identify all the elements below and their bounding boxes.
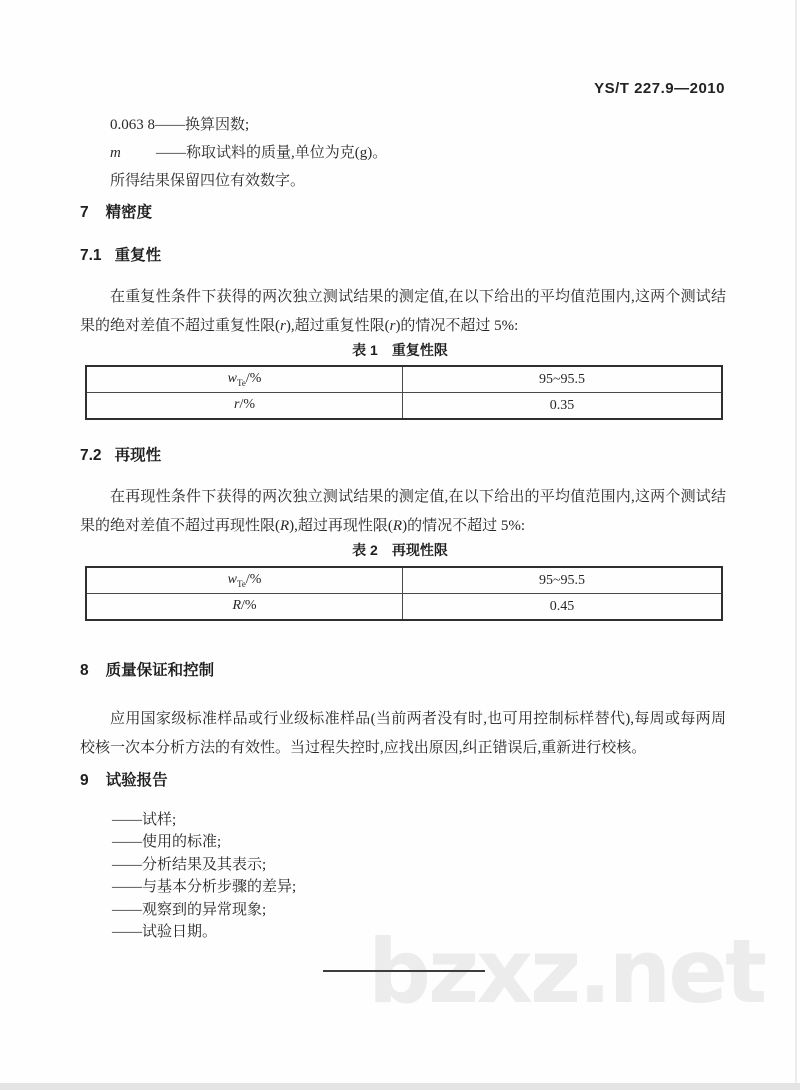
section-9-title: 试验报告 — [105, 772, 168, 789]
section-7-1-title: 重复性 — [114, 247, 162, 264]
list-item: ——试验日期。 — [112, 924, 218, 941]
subscript-te: Te — [236, 377, 246, 388]
list-item: ——试样; — [112, 812, 177, 828]
section-8-title: 质量保证和控制 — [105, 662, 215, 679]
mass-symbol: m — [110, 145, 121, 161]
symbol-w: w — [227, 572, 237, 588]
param-cell — [86, 366, 403, 393]
end-of-document-divider — [323, 970, 485, 972]
table-row — [86, 366, 722, 393]
table-1-caption — [0, 340, 800, 360]
scan-edge-bottom — [0, 1083, 800, 1090]
value-cell: 0.45 — [403, 594, 723, 621]
section-7-number: 7 — [80, 204, 89, 221]
list-item: ——与基本分析步骤的差异; — [112, 879, 297, 896]
legend-line-mass — [110, 139, 730, 167]
list-item: ——观察到的异常现象; — [112, 901, 267, 918]
para-text: )的情况不超过 5%: — [402, 518, 526, 534]
table-2-caption — [0, 540, 800, 560]
section-7-1-heading — [80, 243, 161, 265]
symbol-r: r — [280, 318, 286, 334]
mass-dash: —— — [156, 145, 186, 161]
section-7-1-number: 7.1 — [80, 247, 102, 264]
table-2-reproducibility — [85, 566, 723, 621]
site-watermark: bzxz.net — [368, 920, 765, 1023]
result-note: 所得结果保留四位有效数字。 — [110, 173, 306, 189]
value-cell: 95~95.5 — [403, 366, 723, 393]
symbol-w: w — [227, 371, 237, 387]
factor-dash: —— — [155, 117, 185, 133]
table-row — [86, 393, 722, 420]
symbol-r: r — [389, 318, 396, 334]
para-text: 在再现性条件下获得的两次独立测试结果的测定值,在以下给出的平均值范围内,这两个测试结果的绝对差值不超过再现性限( — [80, 489, 726, 534]
table-row — [86, 567, 722, 594]
formula-legend — [110, 111, 730, 195]
section-9-heading — [80, 768, 168, 790]
para-text: ),超过重复性限( — [285, 318, 390, 334]
table-row — [86, 594, 722, 621]
para-text: 在重复性条件下获得的两次独立测试结果的测定值,在以下给出的平均值范围内,这两个测试结果的绝对差值不超过重复性限( — [80, 289, 726, 334]
symbol-R: R — [280, 518, 290, 534]
value-cell: 95~95.5 — [403, 567, 723, 594]
reproducibility-paragraph — [80, 483, 726, 541]
table-1-repeatability — [85, 365, 723, 420]
standard-number-header: YS/T 227.9—2010 — [594, 80, 725, 97]
section-8-heading — [80, 658, 214, 680]
list-item: ——分析结果及其表示; — [112, 856, 267, 873]
section-7-2-title: 再现性 — [114, 447, 162, 464]
section-8-number: 8 — [80, 662, 89, 679]
symbol-R: R — [232, 598, 241, 614]
table-2-label: 表 2 — [352, 542, 378, 558]
section-7-2-heading — [80, 443, 161, 465]
param-cell — [86, 393, 403, 420]
section-7-title: 精密度 — [105, 204, 153, 221]
value-cell: 0.35 — [403, 393, 723, 420]
scan-edge-right — [795, 0, 797, 1090]
param-cell — [86, 594, 403, 621]
table-1-title: 重复性限 — [391, 342, 448, 358]
section-9-number: 9 — [80, 772, 89, 789]
table-1-label: 表 1 — [352, 342, 378, 358]
report-items-list — [112, 809, 296, 943]
subscript-te: Te — [236, 578, 246, 589]
quality-control-paragraph: 应用国家级标准样品或行业级标准样品(当前两者没有时,也可用控制标样替代),每周或每两周校核一次本分析方法的有效性。当过程失控时,应找出原因,纠正错误后,重新进行校核。 — [80, 711, 726, 756]
unit-text: /% — [245, 371, 262, 387]
para-text: ),超过再现性限( — [289, 518, 393, 534]
table-2-title: 再现性限 — [391, 542, 448, 558]
mass-desc: 称取试料的质量,单位为克(g)。 — [186, 145, 388, 161]
section-7-heading — [80, 200, 152, 222]
list-item: ——使用的标准; — [112, 834, 222, 851]
repeatability-paragraph — [80, 283, 726, 341]
factor-value: 0.063 8 — [110, 117, 155, 133]
symbol-r: r — [233, 397, 240, 413]
section-7-2-number: 7.2 — [80, 447, 102, 464]
symbol-R: R — [392, 518, 403, 534]
factor-desc: 换算因数; — [185, 117, 250, 133]
para-text: )的情况不超过 5%: — [395, 318, 519, 334]
legend-line-factor — [110, 111, 730, 139]
unit-text: /% — [239, 397, 255, 413]
unit-text: /% — [245, 572, 262, 588]
param-cell — [86, 567, 403, 594]
unit-text: /% — [241, 598, 257, 614]
